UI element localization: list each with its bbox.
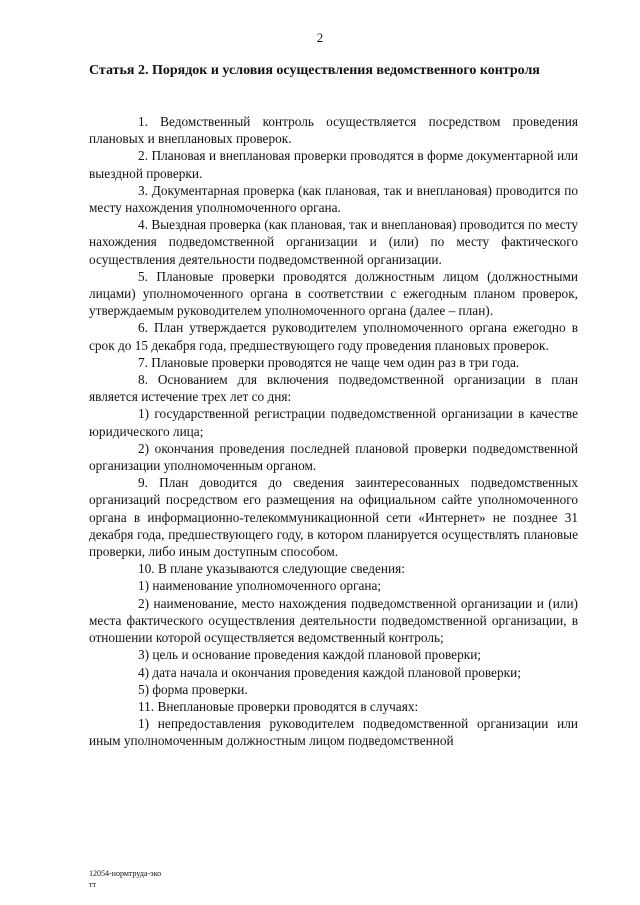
- subitem-10-1: 1) наименование уполномоченного органа;: [138, 578, 382, 594]
- article-body: [89, 113, 578, 750]
- paragraph-1-5: 5. Плановые проверки проводятся должностным лицом (должностными лицами) уполномоченного органа в соответствии с ежегодным планом проверок, утверждаемым руководителем уполномоченного органа (далее – план).: [89, 268, 578, 319]
- paragraph-1-9: 9. План доводится до сведения заинтересованных подведомственных организаций посредством его размещения на официальном сайте уполномоченного органа в информационно-телекоммуникационной сети «Интернет» не позднее 31 декабря года, предшествующего году, в котором планируется осуществлять плановые проверки, либо иным доступным способом.: [89, 475, 578, 560]
- paragraph-1-7: 7. Плановые проверки проводятся не чаще чем один раз в три года.: [138, 354, 520, 370]
- paragraph-1-6: 6. План утверждается руководителем уполномоченного органа ежегодно в срок до 15 декабря года, предшествующего году проведения плановых проверок.: [89, 320, 578, 353]
- paragraph-1-10: 10. В плане указываются следующие сведения:: [138, 561, 405, 577]
- subitem-10-4: 4) дата начала и окончания проведения каждой плановой проверки;: [138, 664, 521, 680]
- paragraph-1-2: 2. Плановая и внеплановая проверки проводятся в форме документарной или выездной проверки.: [89, 148, 578, 181]
- paragraph-1-4: 4. Выездная проверка (как плановая, так и внеплановая) проводится по месту нахождения подведомственной организации и (или) по месту фактического осуществления деятельности подведомственной организации.: [89, 217, 578, 267]
- subitem-8-1: 1) государственной регистрации подведомственной организации в качестве юридического лица;: [89, 406, 578, 439]
- footer-document-code: 12054-нормтруда-эко: [89, 869, 162, 878]
- subitem-10-3: 3) цель и основание проведения каждой плановой проверки;: [138, 647, 481, 663]
- document-footer: [89, 868, 161, 890]
- page-number: 2: [316, 30, 324, 45]
- subitem-8-2: 2) окончания проведения последней плановой проверки подведомственной организации уполномоченным органом.: [89, 440, 578, 474]
- footer-initials: тт: [89, 880, 96, 889]
- paragraph-1-8: 8. Основанием для включения подведомственной организации в план является истечение трех лет со дня:: [89, 372, 578, 405]
- paragraph-1-1: 1. Ведомственный контроль осуществляется посредством проведения плановых и внеплановых проверок.: [89, 114, 578, 147]
- subitem-10-2: 2) наименование, место нахождения подведомственной организации и (или) места фактического осуществления деятельности подведомственной организации, в отношении которой осуществляется ведомственный контроль;: [89, 595, 578, 646]
- article-heading: Статья 2. Порядок и условия осуществления ведомственного контроля: [89, 63, 540, 78]
- paragraph-1-11: 11. Внеплановые проверки проводятся в случаях:: [138, 698, 419, 714]
- subitem-10-5: 5) форма проверки.: [138, 681, 248, 697]
- paragraph-1-3: 3. Документарная проверка (как плановая, так и внеплановая) проводится по месту нахождения уполномоченного органа.: [89, 182, 578, 216]
- subitem-11-1: 1) непредоставления руководителем подведомственной организации или иным уполномоченным должностным лицом подведомственной: [89, 716, 578, 749]
